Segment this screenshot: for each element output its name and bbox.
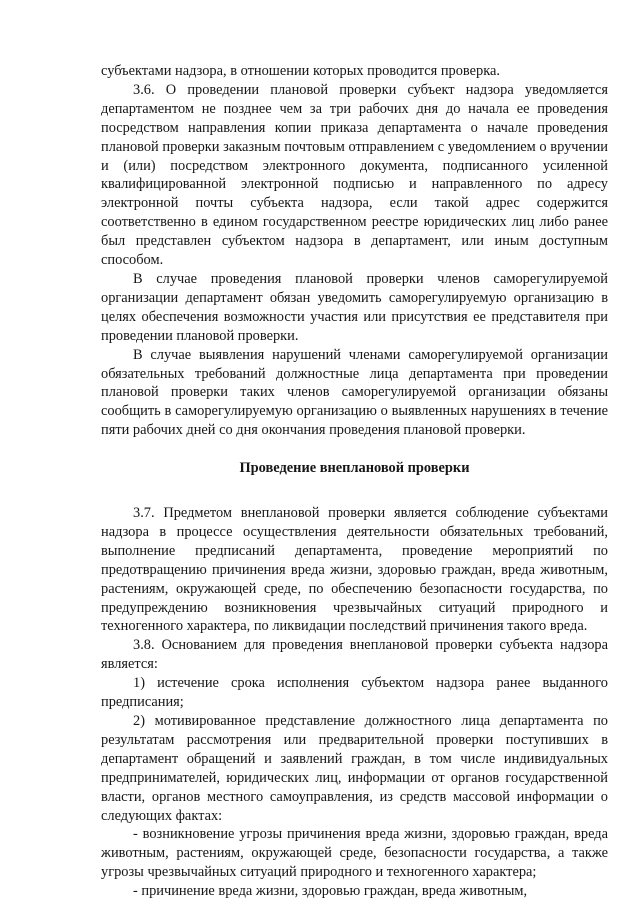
list-item-1: 1) истечение срока исполнения субъектом надзора ранее выданного предписания;: [101, 675, 608, 711]
paragraph-sro-violations: В случае выявления нарушений членами саморегулируемой организации обязательных требований должностные лица департамента при проведении плановой проверки таких членов саморегулируемой организации обязаны сообщить в саморегулируемую организацию о выявленных нарушениях в течение пяти рабочих дней со дня окончания проведения плановой проверки.: [101, 346, 608, 439]
bullet-item-threat: - возникновение угрозы причинения вреда жизни, здоровью граждан, вреда животным, растениям, окружающей среде, безопасности государства, а также угрозы чрезвычайных ситуаций природного и техногенного характера;: [101, 826, 608, 881]
document-body: [101, 62, 608, 901]
bullet-item-harm: - причинение вреда жизни, здоровью граждан, вреда животным,: [133, 883, 528, 900]
paragraph-3-8: 3.8. Основанием для проведения внеплановой проверки субъекта надзора является:: [101, 637, 608, 673]
section-heading: Проведение внеплановой проверки: [239, 460, 470, 477]
paragraph-continuation: субъектами надзора, в отношении которых проводится проверка.: [101, 63, 500, 79]
paragraph-3-7: 3.7. Предметом внеплановой проверки является соблюдение субъектами надзора в процессе осуществления деятельности обязательных требований, выполнение предписаний департамента, проведение мероприятий по предотвращению причинения вреда жизни, здоровью граждан, вреда животным, растениям, окружающей среде, по обеспечению безопасности государства, по предупреждению возникновения чрезвычайных ситуаций природного и техногенного характера, по ликвидации последствий причинения такого вреда.: [101, 505, 608, 635]
paragraph-sro-notification: В случае проведения плановой проверки членов саморегулируемой организации департамент обязан уведомить саморегулируемую организацию в целях обеспечения возможности участия или присутствия ее представителя при проведении плановой проверки.: [101, 270, 608, 344]
paragraph-3-6: 3.6. О проведении плановой проверки субъект надзора уведомляется департаментом не позднее чем за три рабочих дня до начала ее проведения посредством направления копии приказа департамента о начале проведения плановой проверки заказным почтовым отправлением с уведомлением о вручении и (или) посредством электронного документа, подписанного усиленной квалифицированной электронной подписью и направленного по адресу электронной почты субъекта надзора, если такой адрес содержится соответственно в едином государственном реестре юридических лиц либо ранее был представлен субъектом надзора в департамент, или иным доступным способом.: [101, 81, 608, 269]
list-item-2: 2) мотивированное представление должностного лица департамента по результатам рассмотрения или предварительной проверки поступивших в департамент обращений и заявлений граждан, в том числе индивидуальных предпринимателей, юридических лиц, информации от органов государственной власти, органов местного самоуправления, из средств массовой информации о следующих фактах:: [101, 713, 608, 824]
